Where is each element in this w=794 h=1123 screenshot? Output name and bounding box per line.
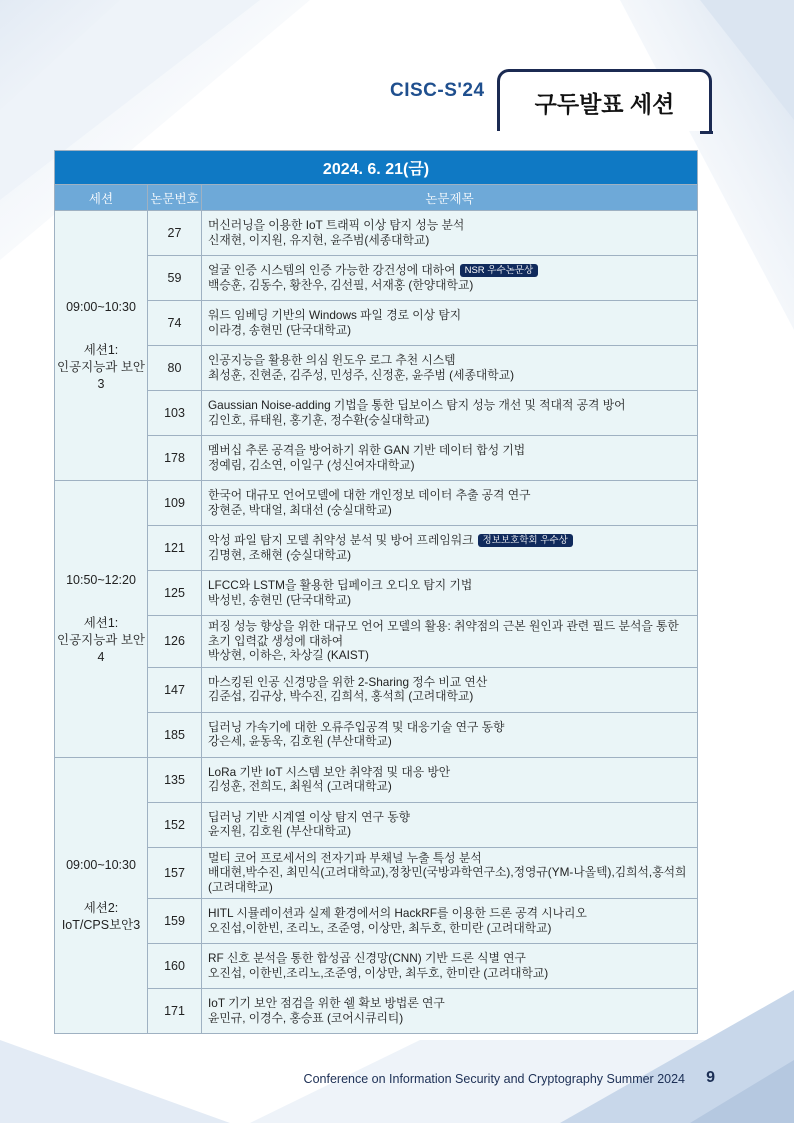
- paper-authors: 김성훈, 전희도, 최원석 (고려대학교): [208, 779, 392, 793]
- table-row: [55, 256, 698, 301]
- column-header-row: [55, 185, 698, 211]
- conference-code: CISC-S'24: [390, 80, 485, 101]
- table-row: [55, 802, 698, 847]
- paper-cell: [202, 712, 698, 757]
- paper-title-text: 악성 파일 탐지 모델 취약성 분석 및 방어 프레임워크: [208, 533, 474, 547]
- paper-title-text: 퍼징 성능 향상을 위한 대규모 언어 모델의 활용: 취약점의 근본 원인과 관련 필드 분석을 통한 초기 입력값 생성에 대하여: [208, 619, 679, 648]
- paper-number: 59: [148, 256, 202, 301]
- paper-cell: [202, 481, 698, 526]
- paper-title-text: 멤버십 추론 공격을 방어하기 위한 GAN 기반 데이터 합성 기법: [208, 443, 526, 457]
- award-badge: NSR 우수논문상: [460, 264, 539, 277]
- paper-authors: 정예림, 김소연, 이일구 (성신여자대학교): [208, 457, 415, 472]
- paper-title: [208, 996, 691, 1011]
- paper-title: [208, 851, 691, 866]
- schedule-date: 2024. 6. 21(금): [55, 151, 698, 185]
- paper-authors: 김인호, 류태원, 홍기훈, 정수환(숭실대학교): [208, 412, 430, 427]
- paper-number: 160: [148, 944, 202, 989]
- session-cell: [55, 757, 148, 1034]
- paper-title-text: HITL 시뮬레이션과 실제 환경에서의 HackRF를 이용한 드론 공격 시나리오: [208, 906, 587, 920]
- paper-number: 74: [148, 301, 202, 346]
- paper-title: [208, 619, 691, 648]
- paper-number: 109: [148, 481, 202, 526]
- paper-cell: [202, 616, 698, 668]
- session-time: 09:00~10:30: [66, 857, 136, 872]
- session-name: 세션1: 인공지능과 보안4: [57, 615, 145, 664]
- paper-title-text: 마스킹된 인공 신경망을 위한 2-Sharing 정수 비교 연산: [208, 674, 488, 689]
- paper-title: [208, 951, 691, 966]
- table-row: [55, 571, 698, 616]
- paper-title: [208, 906, 691, 921]
- paper-cell: [202, 989, 698, 1034]
- paper-title-text: 딥러닝 가속기에 대한 오류주입공격 및 대응기술 연구 동향: [208, 719, 505, 734]
- table-row: [55, 944, 698, 989]
- column-header-paper-number: 논문번호: [148, 185, 202, 211]
- paper-number: 159: [148, 899, 202, 944]
- paper-cell: [202, 847, 698, 899]
- paper-number: 135: [148, 757, 202, 802]
- paper-title: [208, 443, 691, 458]
- table-row: [55, 391, 698, 436]
- paper-title-text: Gaussian Noise-adding 기법을 통한 딥보이스 탐지 성능 개선 및 적대적 공격 방어: [208, 398, 626, 412]
- session-time: 09:00~10:30: [66, 299, 136, 314]
- paper-title: [208, 308, 691, 323]
- paper-number: 27: [148, 211, 202, 256]
- table-row: [55, 847, 698, 899]
- paper-title-text: 머신러닝을 이용한 IoT 트래픽 이상 탐지 성능 분석: [208, 218, 465, 232]
- paper-title: [208, 263, 691, 278]
- paper-cell: [202, 346, 698, 391]
- paper-title: [208, 810, 691, 825]
- table-row: [55, 481, 698, 526]
- paper-authors: 오진섭, 이한빈,조리노,조준영, 이상만, 최두호, 한미란 (고려대학교): [208, 965, 549, 980]
- paper-number: 121: [148, 526, 202, 571]
- paper-title: [208, 578, 691, 593]
- paper-title-text: LoRa 기반 IoT 시스템 보안 취약점 및 대응 방안: [208, 764, 451, 779]
- paper-authors: 윤민규, 이경수, 홍승표 (코어시큐리티): [208, 1010, 404, 1025]
- paper-title-text: 인공지능을 활용한 의심 윈도우 로그 추천 시스템: [208, 353, 456, 367]
- paper-number: 152: [148, 802, 202, 847]
- paper-cell: [202, 571, 698, 616]
- paper-number: 80: [148, 346, 202, 391]
- paper-cell: [202, 391, 698, 436]
- paper-title: [208, 353, 691, 368]
- paper-title: [208, 488, 691, 503]
- table-row: [55, 301, 698, 346]
- schedule-table: [54, 150, 698, 1034]
- table-row: [55, 667, 698, 712]
- paper-authors: 박성빈, 송현민 (단국대학교): [208, 592, 352, 607]
- paper-title-text: 딥러닝 기반 시계열 이상 탐지 연구 동향: [208, 809, 410, 824]
- paper-number: 147: [148, 667, 202, 712]
- footer-conference-name: Conference on Information Security and Cryptography Summer 2024: [303, 1072, 685, 1086]
- section-tab: [497, 69, 712, 131]
- date-row: [55, 151, 698, 185]
- table-row: [55, 616, 698, 668]
- paper-cell: [202, 802, 698, 847]
- table-row: [55, 346, 698, 391]
- column-header-session: 세션: [55, 185, 148, 211]
- paper-title-text: 얼굴 인증 시스템의 인증 가능한 강건성에 대하여: [208, 263, 456, 277]
- paper-title-text: RF 신호 분석을 통한 합성곱 신경망(CNN) 기반 드론 식별 연구: [208, 951, 526, 965]
- paper-cell: [202, 436, 698, 481]
- paper-authors: 백승훈, 김동수, 황찬우, 김선필, 서재홍 (한양대학교): [208, 277, 474, 292]
- paper-cell: [202, 757, 698, 802]
- paper-title: [208, 675, 691, 690]
- paper-cell: [202, 944, 698, 989]
- paper-authors: 이라경, 송현민 (단국대학교): [208, 322, 352, 337]
- paper-number: 126: [148, 616, 202, 668]
- paper-title: [208, 765, 691, 780]
- paper-number: 125: [148, 571, 202, 616]
- paper-title-text: IoT 기기 보안 점검을 위한 쉘 확보 방법론 연구: [208, 996, 445, 1010]
- tab-underline: [700, 131, 713, 134]
- table-row: [55, 989, 698, 1034]
- award-badge: 정보보호학회 우수상: [478, 534, 573, 547]
- paper-authors: 최성훈, 진현준, 김주성, 민성주, 신정훈, 윤주범 (세종대학교): [208, 367, 515, 382]
- paper-number: 171: [148, 989, 202, 1034]
- paper-title: [208, 533, 691, 548]
- paper-cell: [202, 211, 698, 256]
- table-row: [55, 526, 698, 571]
- paper-title: [208, 218, 691, 233]
- paper-number: 103: [148, 391, 202, 436]
- paper-cell: [202, 667, 698, 712]
- paper-authors: 김준섭, 김규상, 박수진, 김희석, 홍석희 (고려대학교): [208, 689, 474, 703]
- table-row: [55, 712, 698, 757]
- paper-authors: 장현준, 박대얼, 최대선 (숭실대학교): [208, 502, 392, 517]
- paper-authors: 김명현, 조해현 (숭실대학교): [208, 547, 352, 562]
- session-name: 세션1: 인공지능과 보안3: [57, 342, 145, 391]
- column-header-paper-title: 논문제목: [202, 185, 698, 211]
- page-number: 9: [706, 1069, 715, 1086]
- paper-number: 157: [148, 847, 202, 899]
- paper-title-text: 멀티 코어 프로세서의 전자기파 부채널 누출 특성 분석: [208, 850, 482, 865]
- paper-title-text: 워드 임베딩 기반의 Windows 파일 경로 이상 탐지: [208, 308, 462, 322]
- paper-title: [208, 398, 691, 413]
- session-name: 세션2: IoT/CPS보안3: [61, 900, 141, 932]
- paper-cell: [202, 301, 698, 346]
- schedule-body: [55, 211, 698, 1034]
- paper-title-text: 한국어 대규모 언어모델에 대한 개인정보 데이터 추출 공격 연구: [208, 488, 531, 502]
- paper-title-text: LFCC와 LSTM을 활용한 딥페이크 오디오 탐지 기법: [208, 578, 473, 592]
- session-cell: [55, 211, 148, 481]
- table-row: [55, 211, 698, 256]
- paper-number: 178: [148, 436, 202, 481]
- section-title: 구두발표 세션: [534, 91, 675, 117]
- paper-cell: [202, 899, 698, 944]
- paper-cell: [202, 256, 698, 301]
- paper-authors: 박상현, 이하은, 차상길 (KAIST): [208, 648, 369, 662]
- paper-authors: 오진섭,이한빈, 조리노, 조준영, 이상만, 최두호, 한미란 (고려대학교): [208, 920, 552, 935]
- paper-number: 185: [148, 712, 202, 757]
- table-row: [55, 757, 698, 802]
- session-cell: [55, 481, 148, 758]
- paper-authors: 강은세, 윤동욱, 김호원 (부산대학교): [208, 734, 392, 748]
- paper-cell: [202, 526, 698, 571]
- paper-authors: 배대현,박수진, 최민식(고려대학교),정창민(국방과학연구소),정영규(YM-나올텍),김희석,홍석희 (고려대학교): [208, 865, 687, 894]
- table-row: [55, 899, 698, 944]
- paper-title: [208, 720, 691, 735]
- session-time: 10:50~12:20: [66, 572, 136, 587]
- table-row: [55, 436, 698, 481]
- paper-authors: 신재현, 이지원, 유지현, 윤주범(세종대학교): [208, 232, 430, 247]
- paper-authors: 윤지원, 김호원 (부산대학교): [208, 824, 352, 838]
